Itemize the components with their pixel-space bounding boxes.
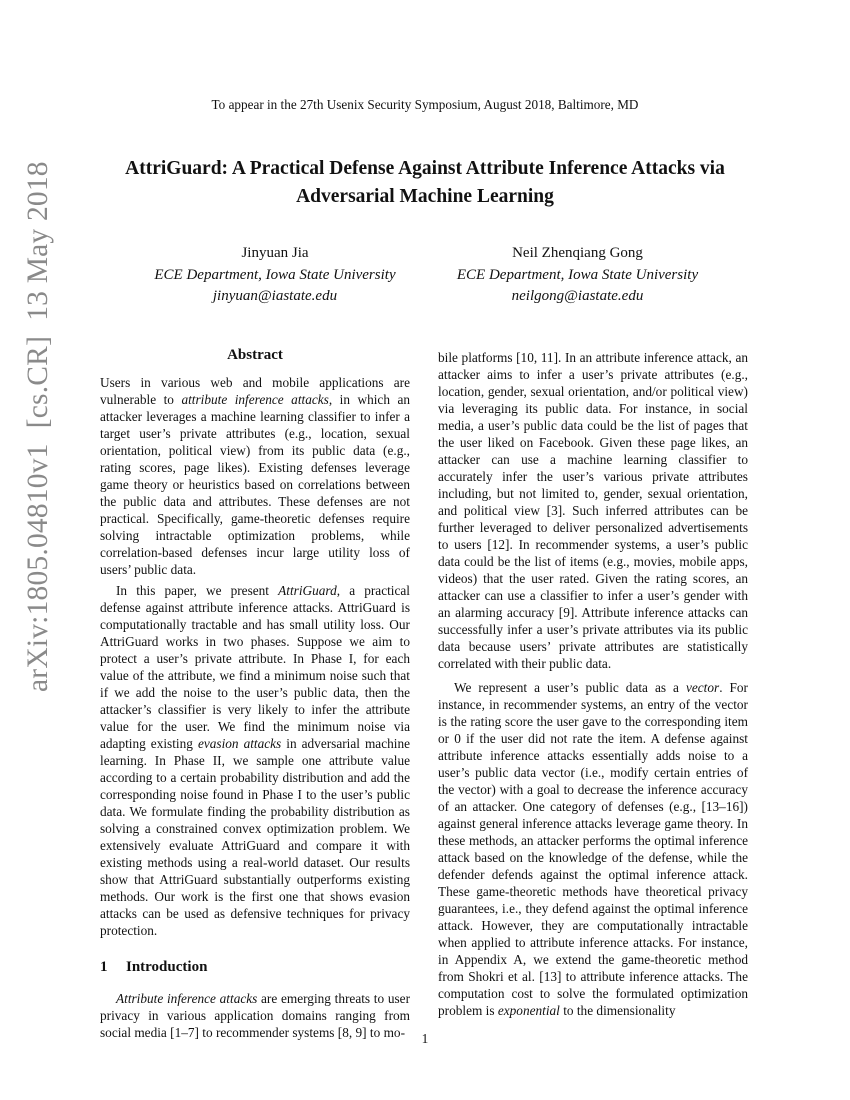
abstract-paragraph-1: Users in various web and mobile applications are vulnerable to attribute inference attacks, in which an attacker leverages a machine learning classifier to infer a target user’s private attributes (e.g., location, sexual orientation, political view) from its public data (e.g., rating scores, page likes). Existing defenses leverage game theory or heuristics based on correlations between the public data and attributes. These defenses are not practical. Specifically, game-theoretic defenses require solving intractable optimization problems, while correlation-based defenses incur large utility loss of users’ public data.	[100, 375, 411, 577]
author-block-1	[110, 243, 440, 308]
author-email: neilgong@iastate.edu	[511, 288, 644, 304]
arxiv-stamp: arXiv:1805.04810v1 [cs.CR] 13 May 2018	[22, 161, 54, 692]
page-number: 1	[421, 1031, 429, 1046]
author-name: Jinyuan Jia	[241, 245, 309, 261]
author-affiliation: ECE Department, Iowa State University	[456, 266, 699, 283]
abstract-paragraph-2: In this paper, we present AttriGuard, a practical defense against attribute inference attacks. AttriGuard is computationally tractable and has small utility loss. Our AttriGuard works in two phases. Suppose we aim to protect a user’s private attribute. In Phase I, for each value of the attribute, we find a minimum noise such that if we add the noise to the user’s public data, then the attacker’s classifier is very likely to infer the attribute value for the user. We find the minimum noise via adapting existing evasion attacks in adversarial machine learning. In Phase II, we sample one attribute value according to a certain probability distribution and add the corresponding noise found in Phase I to the user’s public data. We formulate finding the probability distribution as solving a constrained convex optimization problem. We extensively evaluate AttriGuard and compare it with existing methods using a real-world dataset. Our results show that AttriGuard substantially outperforms existing methods. Our work is the first one that shows evasion attacks can be used as defensive techniques for privacy protection.	[100, 583, 411, 938]
section-heading-introduction: 1 Introduction	[100, 959, 208, 975]
left-column	[100, 347, 410, 1041]
abstract-heading: Abstract	[227, 347, 283, 363]
author-email: jinyuan@iastate.edu	[212, 288, 338, 304]
intro-paragraph-continued: bile platforms [10, 11]. In an attribute inference attack, an attacker aims to infer a user’s private attributes (e.g., location, gender, sexual orientation, and/or political view) via leveraging its public data. For instance, in social media, a user’s public data could be the list of pages that the user liked on Facebook. Given these page likes, an attacker can use a machine learning classifier to accurately infer the user’s various private attributes including, but not limited to, gender, sexual orientation, and political view [3]. Such inferred attributes can be further leveraged to deliver personalized advertisements to users [12]. In recommender systems, a user’s public data could be the list of items (e.g., movies, mobile apps, videos) that the user rated. Given the rating scores, an attacker can use a classifier to infer a user’s gender with an alarming accuracy [9]. Attribute inference attacks can successfully infer a user’s private attributes via its public data because users’ private attributes are statistically correlated with their public data.	[438, 350, 748, 671]
author-block-2	[425, 243, 730, 308]
author-name: Neil Zhenqiang Gong	[512, 245, 643, 261]
venue-header: To appear in the 27th Usenix Security Symposium, August 2018, Baltimore, MD	[211, 97, 639, 112]
author-affiliation: ECE Department, Iowa State University	[154, 266, 396, 283]
paper-title: AttriGuard: A Practical Defense Against Attribute Inference Attacks via Adversarial Machine Learning	[125, 158, 725, 207]
right-column	[438, 349, 748, 1019]
intro-paragraph-2: We represent a user’s public data as a vector. For instance, in recommender systems, an entry of the vector is the rating score the user gave to the corresponding item or 0 if the user did not rate the item. A defense against attribute inference attacks essentially adds noise to a user’s public data vector (i.e., modify certain entries of the vector) with a goal to decrease the inference accuracy of an attacker. One category of defenses (e.g., [13–16]) against general inference attacks leverage game theory. In these methods, an attacker performs the optimal inference attack based on the knowledge of the defense, while the defender defends against the optimal inference attack. These game-theoretic methods have theoretical privacy guarantees, i.e., they defend against the optimal inference attack. However, they are computationally intractable when applied to attribute inference attacks. For instance, in Appendix A, we extend the game-theoretic method from Shokri et al. [13] to attribute inference attacks. The computation cost to solve the formulated optimization problem is exponential to the dimensionality	[438, 680, 748, 1018]
intro-paragraph-1: Attribute inference attacks are emerging threats to user privacy in various application domains ranging from social media [1–7] to recommender systems [8, 9] to mo-	[100, 991, 411, 1040]
